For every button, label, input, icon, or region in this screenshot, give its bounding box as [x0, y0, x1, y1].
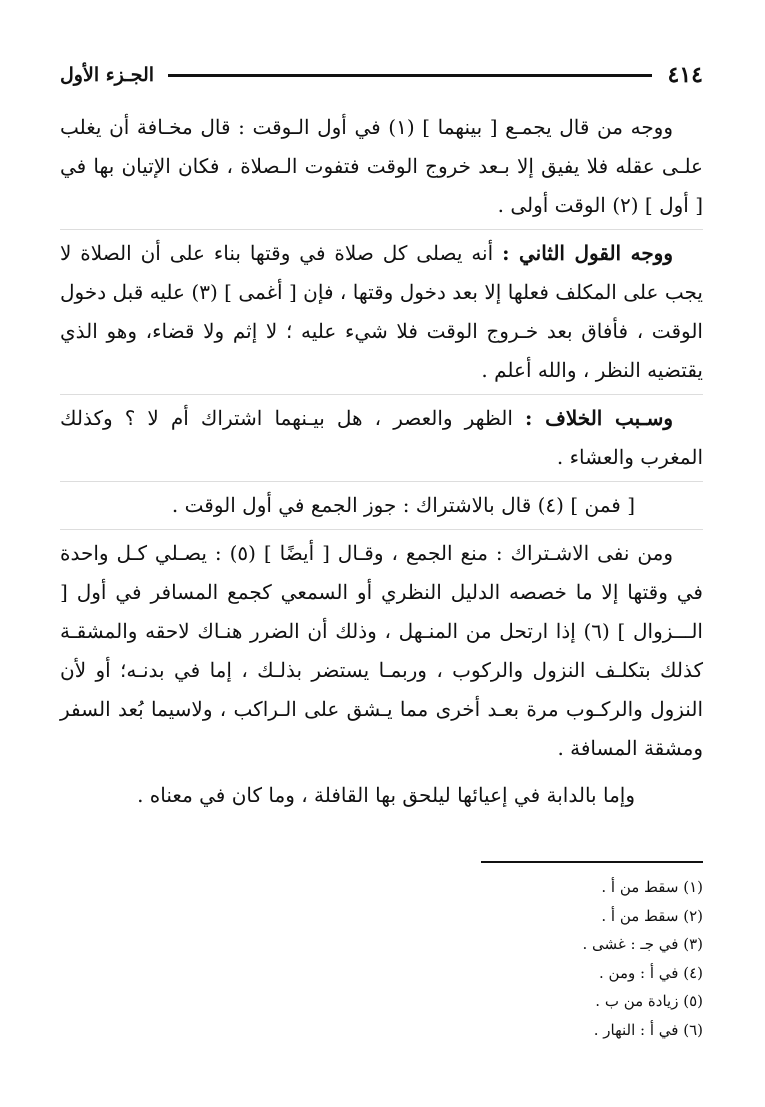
footnote-4: (٤) في أ : ومن . [599, 963, 703, 982]
footnote-1: (١) سقط من أ . [601, 878, 703, 896]
paragraph-text: ووجه من قال يجمـع [ بينهما ] (١) في أول الـوقت : قال مخـافة أن يغلب علـى عقله فلا يفيق إلا بـعد خروج الوقت فتفوت الـصلاة ، فكان الإتيان بها في [ أول ] (٢) الوقت أولى . [60, 115, 703, 217]
paragraph-lead: وسـبب الخلاف : [525, 406, 673, 430]
header-rule [168, 74, 652, 77]
paragraph-4 [60, 481, 703, 525]
paragraph-lead: ووجه القول الثاني : [502, 241, 673, 265]
paragraph-6 [60, 776, 703, 815]
page-header [60, 60, 703, 90]
footnote-2: (٢) سقط من أ . [601, 906, 703, 925]
paragraph-2 [60, 229, 703, 390]
paragraph-1 [60, 108, 703, 225]
paragraph-text: وإما بالدابة في إعيائها ليلحق بها القافلة ، وما كان في معناه . [137, 783, 635, 807]
page-number: ٤١٤ [667, 62, 703, 88]
paragraph-text: ومن نفى الاشـتراك : منع الجمع ، وقـال [ أيضًا ] (٥) : يصـلي كـل واحدة في وقتها إلا ما خصصه الدليل النظري أو السمعي كجمع المسافر في أول [ الـــزوال ] (٦) إذا ارتحل من المنـهل ، وذلك أن الضرر هنـاك لاحقه والمشقـة كذلك بتكلـف النزول والركوب ، وربمـا يستضر بذلـك ، إما في بدنـه؛ أو لأن النزول والركـوب مرة بعـد أخرى مما يـشق على الـراكب ، ولاسيما بُعد السفر ومشقة المسافة . [60, 541, 703, 760]
running-head: الجـزء الأول [60, 64, 155, 86]
main-text [60, 108, 703, 815]
footnote-5: (٥) زيادة من ب . [595, 992, 703, 1010]
footnotes [303, 873, 703, 1044]
footnote-3: (٣) في جـ : غشى . [582, 935, 703, 953]
footnote-separator [481, 861, 703, 863]
paragraph-text: [ فمن ] (٤) قال بالاشتراك : جوز الجمع في أول الوقت . [171, 493, 635, 517]
paragraph-text: الظهر والعصر ، هل بيـنهما اشتراك أم لا ؟ وكذلك المغرب والعشاء . [60, 406, 703, 469]
footnote-6: (٦) في أ : النهار . [593, 1020, 703, 1039]
paragraph-3 [60, 394, 703, 477]
paragraph-text: أنه يصلى كل صلاة في وقتها بناء على أن الصلاة لا يجب على المكلف فعلها إلا بعد دخول وقتها ، فإن [ أغمى ] (٣) عليه قبل دخول الوقت ، فأفاق بعد خـروج الوقت فلا شيء عليه ؛ لا إثم ولا قضاء، وهو الذي يقتضيه النظر ، والله أعلم . [60, 241, 703, 382]
paragraph-5 [60, 529, 703, 768]
